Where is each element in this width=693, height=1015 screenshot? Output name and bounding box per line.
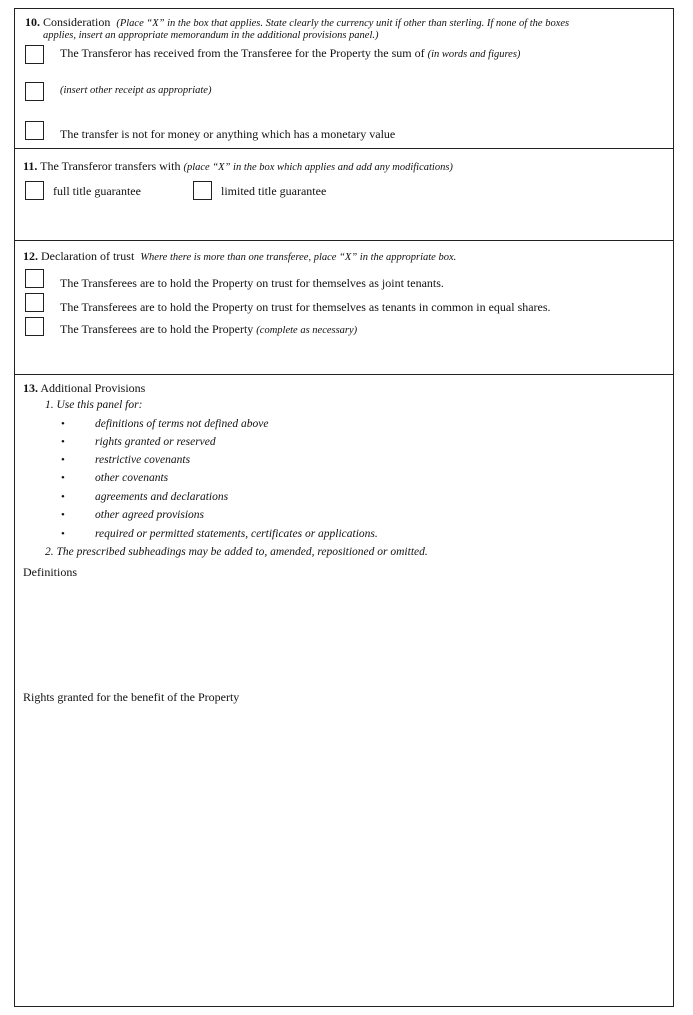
panel-11-instruction: (place “X” in the box which applies and add any modifications) [183, 162, 453, 173]
panel-13-heading [23, 381, 145, 396]
panel-13-note-2: 2. The prescribed subheadings may be added to, amended, repositioned or omitted. [45, 546, 428, 558]
panel-10-title: Consideration [43, 15, 111, 29]
consideration-other-checkbox[interactable] [25, 82, 44, 101]
rights-granted-subheading: Rights granted for the benefit of the Property [23, 690, 240, 704]
panel-10-number: 10. [25, 15, 40, 29]
consideration-money-text: The Transferor has received from the Transferee for the Property the sum of [60, 46, 425, 60]
other-trust-checkbox[interactable] [25, 317, 44, 336]
consideration-money-label [60, 46, 520, 61]
bullet-icon: • [61, 528, 65, 540]
joint-tenants-label: The Transferees are to hold the Property on trust for themselves as joint tenants. [60, 276, 444, 290]
tenants-in-common-checkbox[interactable] [25, 293, 44, 312]
other-trust-label [60, 322, 357, 337]
definitions-subheading: Definitions [23, 565, 77, 579]
rights-granted-field[interactable] [23, 708, 663, 993]
definitions-field[interactable] [23, 583, 663, 683]
panel-12-number: 12. [23, 249, 38, 263]
panel-12-heading [23, 249, 456, 264]
transfer-form [14, 8, 674, 1007]
other-trust-text: The Transferees are to hold the Property [60, 322, 254, 336]
bullet-icon: • [61, 436, 65, 448]
panel-title-guarantee [15, 149, 673, 241]
consideration-other-label: (insert other receipt as appropriate) [60, 85, 212, 96]
panel-13-note-1: 1. Use this panel for: [45, 399, 143, 411]
limited-title-guarantee-label: limited title guarantee [221, 184, 327, 198]
list-item: agreements and declarations [95, 491, 229, 503]
joint-tenants-checkbox[interactable] [25, 269, 44, 288]
limited-title-guarantee-checkbox[interactable] [193, 181, 212, 200]
panel-13-title: Additional Provisions [40, 381, 146, 395]
tenants-in-common-label: The Transferees are to hold the Property on trust for themselves as tenants in common in equal shares. [60, 300, 551, 314]
full-title-guarantee-checkbox[interactable] [25, 181, 44, 200]
other-trust-note: (complete as necessary) [256, 325, 358, 336]
bullet-icon: • [61, 418, 65, 430]
panel-12-title: Declaration of trust [41, 249, 135, 263]
consideration-money-checkbox[interactable] [25, 45, 44, 64]
list-item: other agreed provisions [95, 509, 205, 521]
panel-declaration-of-trust [15, 241, 673, 375]
panel-11-title: The Transferor transfers with [40, 159, 181, 173]
list-item: other covenants [95, 472, 169, 484]
bullet-icon: • [61, 509, 65, 521]
consideration-nonmonetary-checkbox[interactable] [25, 121, 44, 140]
panel-13-number: 13. [23, 381, 38, 395]
panel-consideration [15, 9, 673, 149]
panel-11-heading [23, 159, 453, 174]
full-title-guarantee-label: full title guarantee [53, 184, 141, 198]
panel-10-instruction-1: (Place “X” in the box that applies. State clearly the currency unit if other than sterling. If none of the boxes [116, 18, 570, 29]
bullet-icon: • [61, 472, 65, 484]
consideration-money-note: (in words and figures) [427, 49, 521, 60]
panel-12-instruction: Where there is more than one transferee, place “X” in the appropriate box. [140, 252, 457, 263]
panel-10-heading [25, 15, 569, 30]
panel-11-number: 11. [23, 159, 38, 173]
panel-10-instruction-2: applies, insert an appropriate memorandum in the additional provisions panel.) [43, 30, 379, 41]
list-item: definitions of terms not defined above [95, 418, 269, 430]
list-item: required or permitted statements, certificates or applications. [95, 528, 378, 540]
bullet-icon: • [61, 491, 65, 503]
bullet-icon: • [61, 454, 65, 466]
list-item: restrictive covenants [95, 454, 191, 466]
list-item: rights granted or reserved [95, 436, 216, 448]
consideration-nonmonetary-label: The transfer is not for money or anything which has a monetary value [60, 127, 396, 141]
panel-additional-provisions [15, 375, 673, 1006]
